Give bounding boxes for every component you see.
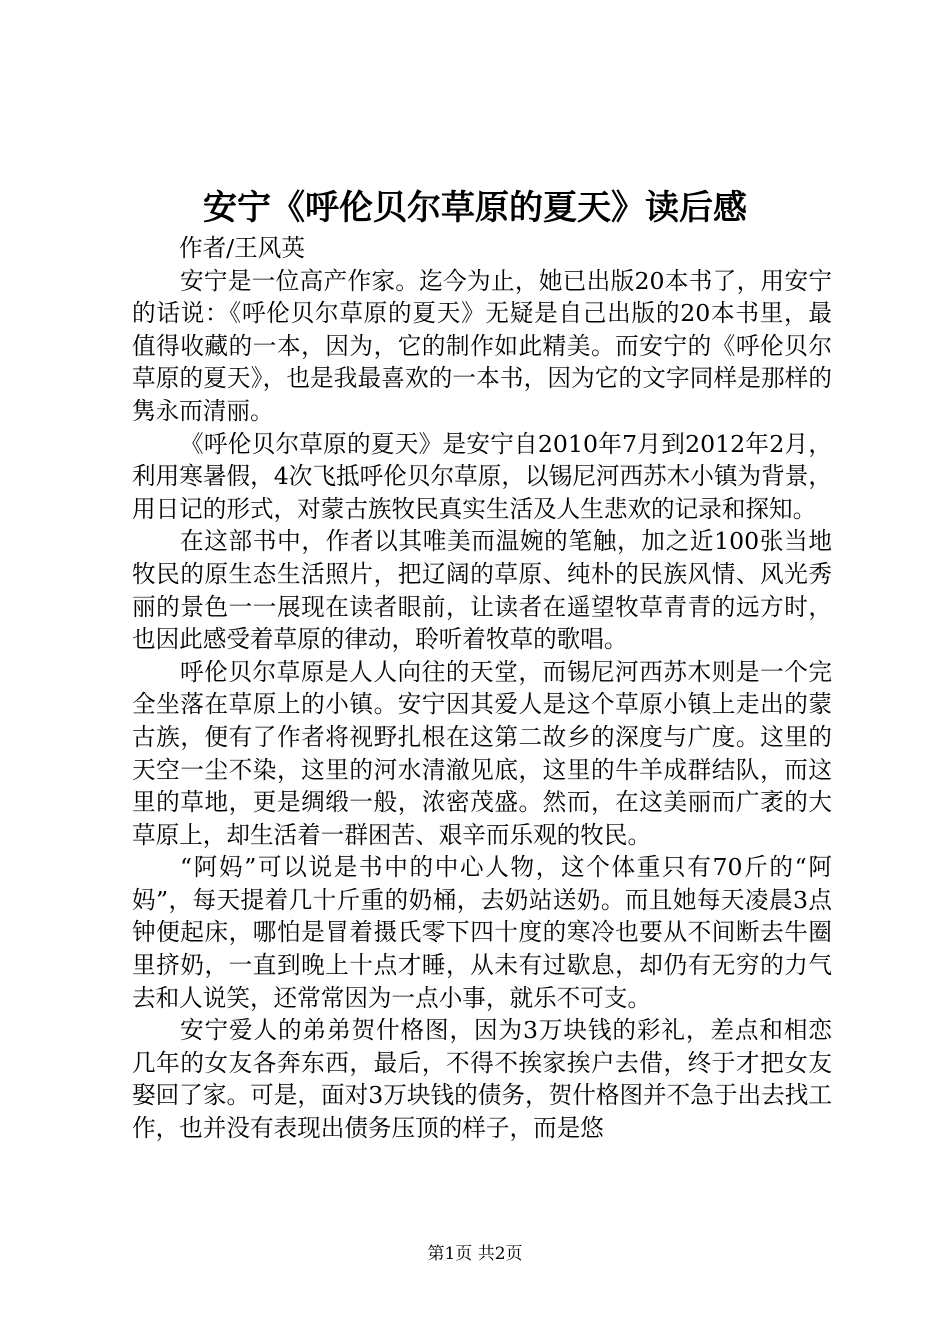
paragraph-1: 安宁是一位高产作家。迄今为止，她已出版20本书了，用安宁的话说：《呼伦贝尔草原的夏天》无疑是自己出版的20本书里，最值得收藏的一本，因为，它的制作如此精美。而安宁的《呼伦贝尔草原的夏天》，也是我最喜欢的一本书，因为它的文字同样是那样的隽永而清丽。 [132,266,832,425]
paragraph-2: 《呼伦贝尔草原的夏天》是安宁自2010年7月到2012年2月，利用寒暑假，4次飞抵呼伦贝尔草原，以锡尼河西苏木小镇为背景，用日记的形式，对蒙古族牧民真实生活及人生悲欢的记录和探知。 [132,429,832,523]
paragraph-5: “阿妈”可以说是书中的中心人物，这个体重只有70斤的“阿妈”，每天提着几十斤重的奶桶，去奶站送奶。而且她每天凌晨3点钟便起床，哪怕是冒着摄氏零下四十度的寒冷也要从不间断去牛圈里挤奶，一直到晚上十点才睡，从未有过歇息，却仍有无穷的力气去和人说笑，还常常因为一点小事，就乐不可支。 [132,853,832,1012]
document-body [132,232,832,1145]
author-line: 作者/王风英 [179,234,305,262]
paragraph-4: 呼伦贝尔草原是人人向往的天堂，而锡尼河西苏木则是一个完全坐落在草原上的小镇。安宁因其爱人是这个草原小镇上走出的蒙古族，便有了作者将视野扎根在这第二故乡的深度与广度。这里的天空一尘不染，这里的河水清澈见底，这里的牛羊成群结队，而这里的草地，更是绸缎一般，浓密茂盛。然而，在这美丽而广袤的大草原上，却生活着一群困苦、艰辛而乐观的牧民。 [132,657,832,849]
page-footer: 第1页 共2页 [427,1244,523,1264]
paragraph-6: 安宁爱人的弟弟贺什格图，因为3万块钱的彩礼，差点和相恋几年的女友各奔东西，最后，不得不挨家挨户去借，终于才把女友娶回了家。可是，面对3万块钱的债务，贺什格图并不急于出去找工作，也并没有表现出债务压顶的样子，而是悠 [132,1016,832,1143]
paragraph-3: 在这部书中，作者以其唯美而温婉的笔触，加之近100张当地牧民的原生态生活照片，把辽阔的草原、纯朴的民族风情、风光秀丽的景色一一展现在读者眼前，让读者在遥望牧草青青的远方时，也因此感受着草原的律动，聆听着牧草的歌唱。 [132,527,832,654]
document-title: 安宁《呼伦贝尔草原的夏天》读后感 [203,188,747,228]
